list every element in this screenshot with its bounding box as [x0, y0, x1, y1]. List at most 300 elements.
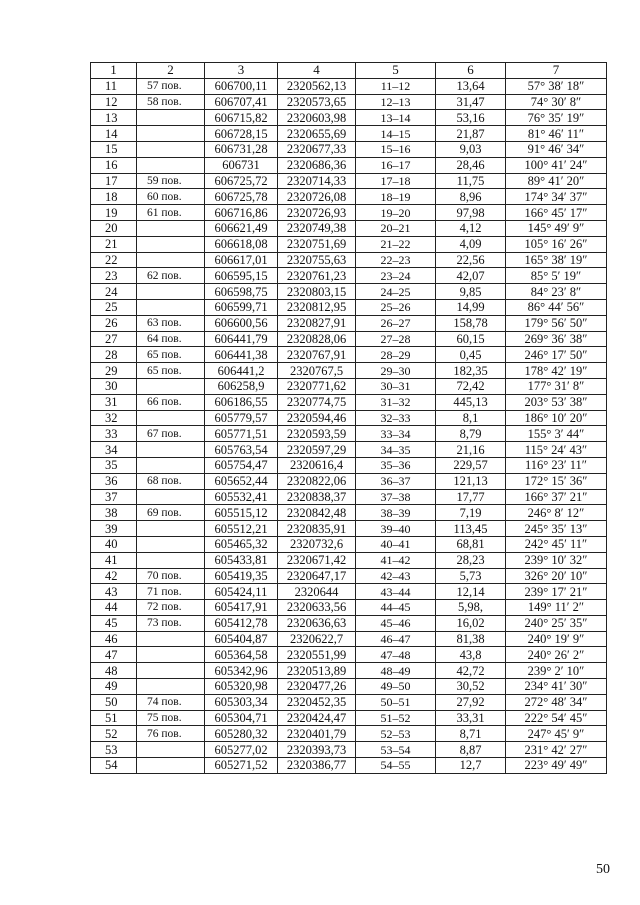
cell-bearing: 145° 49′ 9″	[506, 220, 607, 236]
cell-bearing: 74° 30′ 8″	[506, 94, 607, 110]
cell-point-number: 51	[91, 710, 137, 726]
cell-turn-label	[137, 236, 205, 252]
cell-segment: 37–38	[356, 489, 436, 505]
table-row	[91, 584, 607, 600]
cell-bearing: 234° 41′ 30″	[506, 679, 607, 695]
cell-bearing: 89° 41′ 20″	[506, 173, 607, 189]
table-row	[91, 110, 607, 126]
cell-length: 22,56	[436, 252, 506, 268]
cell-length: 72,42	[436, 378, 506, 394]
cell-y-coordinate: 2320771,62	[278, 378, 356, 394]
cell-length: 9,85	[436, 284, 506, 300]
cell-turn-label	[137, 252, 205, 268]
cell-length: 28,46	[436, 157, 506, 173]
cell-length: 5,98,	[436, 600, 506, 616]
cell-turn-label: 62 пов.	[137, 268, 205, 284]
cell-bearing: 91° 46′ 34″	[506, 141, 607, 157]
cell-segment: 42–43	[356, 568, 436, 584]
cell-point-number: 41	[91, 552, 137, 568]
cell-turn-label: 69 пов.	[137, 505, 205, 521]
cell-y-coordinate: 2320562,13	[278, 78, 356, 94]
table-row	[91, 442, 607, 458]
cell-y-coordinate: 2320424,47	[278, 710, 356, 726]
cell-length: 21,87	[436, 126, 506, 142]
cell-turn-label: 59 пов.	[137, 173, 205, 189]
cell-segment: 54–55	[356, 758, 436, 774]
table-row	[91, 173, 607, 189]
table-row	[91, 157, 607, 173]
cell-length: 182,35	[436, 363, 506, 379]
table-row	[91, 489, 607, 505]
cell-length: 31,47	[436, 94, 506, 110]
cell-y-coordinate: 2320726,08	[278, 189, 356, 205]
cell-bearing: 239° 17′ 21″	[506, 584, 607, 600]
header-cell: 5	[356, 63, 436, 79]
cell-length: 8,79	[436, 426, 506, 442]
cell-segment: 47–48	[356, 647, 436, 663]
cell-segment: 25–26	[356, 299, 436, 315]
cell-y-coordinate: 2320573,65	[278, 94, 356, 110]
cell-bearing: 81° 46′ 11″	[506, 126, 607, 142]
cell-turn-label	[137, 536, 205, 552]
cell-x-coordinate: 606600,56	[205, 315, 278, 331]
cell-x-coordinate: 605404,87	[205, 631, 278, 647]
cell-segment: 27–28	[356, 331, 436, 347]
cell-segment: 52–53	[356, 726, 436, 742]
cell-y-coordinate: 2320835,91	[278, 521, 356, 537]
cell-y-coordinate: 2320647,17	[278, 568, 356, 584]
table-row	[91, 742, 607, 758]
cell-length: 13,64	[436, 78, 506, 94]
cell-y-coordinate: 2320842,48	[278, 505, 356, 521]
table-row	[91, 663, 607, 679]
cell-bearing: 174° 34′ 37″	[506, 189, 607, 205]
cell-y-coordinate: 2320622,7	[278, 631, 356, 647]
cell-bearing: 100° 41′ 24″	[506, 157, 607, 173]
cell-length: 113,45	[436, 521, 506, 537]
cell-length: 97,98	[436, 205, 506, 221]
cell-x-coordinate: 606441,2	[205, 363, 278, 379]
cell-length: 14,99	[436, 299, 506, 315]
cell-length: 81,38	[436, 631, 506, 647]
table-row	[91, 631, 607, 647]
cell-bearing: 84° 23′ 8″	[506, 284, 607, 300]
table-row	[91, 347, 607, 363]
cell-x-coordinate: 606731	[205, 157, 278, 173]
cell-bearing: 246° 8′ 12″	[506, 505, 607, 521]
cell-segment: 51–52	[356, 710, 436, 726]
cell-x-coordinate: 606725,78	[205, 189, 278, 205]
cell-x-coordinate: 606715,82	[205, 110, 278, 126]
cell-bearing: 149° 11′ 2″	[506, 600, 607, 616]
cell-point-number: 11	[91, 78, 137, 94]
cell-x-coordinate: 606707,41	[205, 94, 278, 110]
table-row	[91, 363, 607, 379]
coordinates-table	[90, 62, 607, 774]
cell-segment: 44–45	[356, 600, 436, 616]
cell-bearing: 222° 54′ 45″	[506, 710, 607, 726]
cell-turn-label: 75 пов.	[137, 710, 205, 726]
cell-x-coordinate: 605320,98	[205, 679, 278, 695]
cell-bearing: 166° 45′ 17″	[506, 205, 607, 221]
cell-point-number: 47	[91, 647, 137, 663]
cell-y-coordinate: 2320749,38	[278, 220, 356, 236]
cell-length: 42,72	[436, 663, 506, 679]
cell-y-coordinate: 2320671,42	[278, 552, 356, 568]
cell-length: 4,12	[436, 220, 506, 236]
cell-segment: 20–21	[356, 220, 436, 236]
cell-bearing: 186° 10′ 20″	[506, 410, 607, 426]
cell-length: 229,57	[436, 457, 506, 473]
cell-x-coordinate: 605779,57	[205, 410, 278, 426]
cell-y-coordinate: 2320597,29	[278, 442, 356, 458]
cell-bearing: 231° 42′ 27″	[506, 742, 607, 758]
cell-turn-label: 72 пов.	[137, 600, 205, 616]
cell-segment: 31–32	[356, 394, 436, 410]
cell-y-coordinate: 2320393,73	[278, 742, 356, 758]
cell-segment: 48–49	[356, 663, 436, 679]
cell-turn-label	[137, 647, 205, 663]
cell-point-number: 17	[91, 173, 137, 189]
cell-segment: 33–34	[356, 426, 436, 442]
cell-turn-label	[137, 552, 205, 568]
cell-y-coordinate: 2320677,33	[278, 141, 356, 157]
table-row	[91, 331, 607, 347]
cell-turn-label	[137, 457, 205, 473]
cell-point-number: 37	[91, 489, 137, 505]
cell-x-coordinate: 605763,54	[205, 442, 278, 458]
cell-bearing: 166° 37′ 21″	[506, 489, 607, 505]
cell-turn-label: 66 пов.	[137, 394, 205, 410]
cell-point-number: 13	[91, 110, 137, 126]
cell-length: 30,52	[436, 679, 506, 695]
cell-bearing: 239° 2′ 10″	[506, 663, 607, 679]
cell-turn-label: 76 пов.	[137, 726, 205, 742]
cell-x-coordinate: 606716,86	[205, 205, 278, 221]
cell-point-number: 24	[91, 284, 137, 300]
cell-y-coordinate: 2320644	[278, 584, 356, 600]
cell-turn-label	[137, 110, 205, 126]
cell-x-coordinate: 605433,81	[205, 552, 278, 568]
cell-x-coordinate: 605304,71	[205, 710, 278, 726]
cell-x-coordinate: 605515,12	[205, 505, 278, 521]
cell-y-coordinate: 2320594,46	[278, 410, 356, 426]
cell-y-coordinate: 2320603,98	[278, 110, 356, 126]
cell-bearing: 239° 10′ 32″	[506, 552, 607, 568]
cell-segment: 53–54	[356, 742, 436, 758]
cell-segment: 12–13	[356, 94, 436, 110]
cell-x-coordinate: 606599,71	[205, 299, 278, 315]
cell-turn-label: 71 пов.	[137, 584, 205, 600]
cell-point-number: 29	[91, 363, 137, 379]
cell-turn-label: 74 пов.	[137, 694, 205, 710]
cell-segment: 23–24	[356, 268, 436, 284]
table-row	[91, 758, 607, 774]
cell-y-coordinate: 2320838,37	[278, 489, 356, 505]
header-cell: 6	[436, 63, 506, 79]
cell-y-coordinate: 2320633,56	[278, 600, 356, 616]
cell-length: 8,1	[436, 410, 506, 426]
cell-turn-label: 61 пов.	[137, 205, 205, 221]
cell-length: 8,87	[436, 742, 506, 758]
cell-y-coordinate: 2320803,15	[278, 284, 356, 300]
cell-x-coordinate: 605364,58	[205, 647, 278, 663]
cell-bearing: 203° 53′ 38″	[506, 394, 607, 410]
cell-point-number: 46	[91, 631, 137, 647]
cell-point-number: 43	[91, 584, 137, 600]
cell-segment: 22–23	[356, 252, 436, 268]
cell-point-number: 36	[91, 473, 137, 489]
cell-turn-label: 63 пов.	[137, 315, 205, 331]
table-row	[91, 426, 607, 442]
cell-point-number: 22	[91, 252, 137, 268]
cell-x-coordinate: 605532,41	[205, 489, 278, 505]
cell-bearing: 116° 23′ 11″	[506, 457, 607, 473]
cell-x-coordinate: 605412,78	[205, 615, 278, 631]
cell-turn-label: 70 пов.	[137, 568, 205, 584]
cell-turn-label: 57 пов.	[137, 78, 205, 94]
cell-segment: 15–16	[356, 141, 436, 157]
cell-y-coordinate: 2320827,91	[278, 315, 356, 331]
table-row	[91, 615, 607, 631]
cell-turn-label	[137, 284, 205, 300]
cell-point-number: 53	[91, 742, 137, 758]
cell-y-coordinate: 2320828,06	[278, 331, 356, 347]
cell-point-number: 28	[91, 347, 137, 363]
cell-length: 60,15	[436, 331, 506, 347]
cell-bearing: 179° 56′ 50″	[506, 315, 607, 331]
cell-point-number: 39	[91, 521, 137, 537]
cell-point-number: 19	[91, 205, 137, 221]
cell-x-coordinate: 606598,75	[205, 284, 278, 300]
cell-y-coordinate: 2320636,63	[278, 615, 356, 631]
cell-turn-label	[137, 442, 205, 458]
cell-length: 4,09	[436, 236, 506, 252]
cell-point-number: 48	[91, 663, 137, 679]
table-row	[91, 600, 607, 616]
cell-segment: 18–19	[356, 189, 436, 205]
cell-bearing: 165° 38′ 19″	[506, 252, 607, 268]
cell-point-number: 40	[91, 536, 137, 552]
cell-x-coordinate: 606728,15	[205, 126, 278, 142]
cell-y-coordinate: 2320751,69	[278, 236, 356, 252]
cell-turn-label: 65 пов.	[137, 363, 205, 379]
table-row	[91, 726, 607, 742]
cell-bearing: 223° 49′ 49″	[506, 758, 607, 774]
cell-length: 12,14	[436, 584, 506, 600]
cell-x-coordinate: 605303,34	[205, 694, 278, 710]
cell-turn-label: 67 пов.	[137, 426, 205, 442]
cell-turn-label: 58 пов.	[137, 94, 205, 110]
cell-point-number: 38	[91, 505, 137, 521]
cell-x-coordinate: 605754,47	[205, 457, 278, 473]
cell-segment: 16–17	[356, 157, 436, 173]
cell-bearing: 105° 16′ 26″	[506, 236, 607, 252]
cell-length: 28,23	[436, 552, 506, 568]
cell-x-coordinate: 605342,96	[205, 663, 278, 679]
cell-turn-label	[137, 521, 205, 537]
cell-turn-label: 68 пов.	[137, 473, 205, 489]
cell-point-number: 30	[91, 378, 137, 394]
cell-length: 21,16	[436, 442, 506, 458]
cell-segment: 38–39	[356, 505, 436, 521]
table-header-row	[91, 63, 607, 79]
cell-length: 121,13	[436, 473, 506, 489]
cell-length: 43,8	[436, 647, 506, 663]
cell-y-coordinate: 2320551,99	[278, 647, 356, 663]
cell-segment: 39–40	[356, 521, 436, 537]
cell-x-coordinate: 606621,49	[205, 220, 278, 236]
cell-x-coordinate: 605424,11	[205, 584, 278, 600]
table-row	[91, 568, 607, 584]
cell-y-coordinate: 2320593,59	[278, 426, 356, 442]
table-row	[91, 694, 607, 710]
table-row	[91, 236, 607, 252]
cell-y-coordinate: 2320616,4	[278, 457, 356, 473]
cell-x-coordinate: 605417,91	[205, 600, 278, 616]
cell-segment: 11–12	[356, 78, 436, 94]
cell-x-coordinate: 606731,28	[205, 141, 278, 157]
cell-bearing: 155° 3′ 44″	[506, 426, 607, 442]
cell-length: 9,03	[436, 141, 506, 157]
table-row	[91, 552, 607, 568]
cell-y-coordinate: 2320401,79	[278, 726, 356, 742]
cell-bearing: 272° 48′ 34″	[506, 694, 607, 710]
cell-point-number: 18	[91, 189, 137, 205]
cell-point-number: 31	[91, 394, 137, 410]
cell-segment: 49–50	[356, 679, 436, 695]
cell-segment: 32–33	[356, 410, 436, 426]
cell-point-number: 21	[91, 236, 137, 252]
cell-x-coordinate: 606186,55	[205, 394, 278, 410]
cell-turn-label	[137, 663, 205, 679]
cell-segment: 35–36	[356, 457, 436, 473]
cell-bearing: 177° 31′ 8″	[506, 378, 607, 394]
table-row	[91, 378, 607, 394]
cell-x-coordinate: 605280,32	[205, 726, 278, 742]
table-row	[91, 679, 607, 695]
cell-point-number: 14	[91, 126, 137, 142]
cell-y-coordinate: 2320767,91	[278, 347, 356, 363]
cell-y-coordinate: 2320774,75	[278, 394, 356, 410]
table-row	[91, 473, 607, 489]
cell-y-coordinate: 2320513,89	[278, 663, 356, 679]
cell-segment: 24–25	[356, 284, 436, 300]
table-row	[91, 647, 607, 663]
cell-bearing: 247° 45′ 9″	[506, 726, 607, 742]
cell-point-number: 49	[91, 679, 137, 695]
table-row	[91, 220, 607, 236]
cell-segment: 30–31	[356, 378, 436, 394]
cell-x-coordinate: 606725,72	[205, 173, 278, 189]
table-row	[91, 94, 607, 110]
cell-turn-label: 73 пов.	[137, 615, 205, 631]
cell-point-number: 27	[91, 331, 137, 347]
cell-segment: 50–51	[356, 694, 436, 710]
cell-y-coordinate: 2320822,06	[278, 473, 356, 489]
cell-length: 16,02	[436, 615, 506, 631]
cell-point-number: 20	[91, 220, 137, 236]
cell-length: 8,71	[436, 726, 506, 742]
cell-point-number: 33	[91, 426, 137, 442]
cell-segment: 19–20	[356, 205, 436, 221]
cell-turn-label	[137, 299, 205, 315]
cell-bearing: 76° 35′ 19″	[506, 110, 607, 126]
cell-length: 12,7	[436, 758, 506, 774]
cell-y-coordinate: 2320755,63	[278, 252, 356, 268]
table-row	[91, 394, 607, 410]
cell-length: 42,07	[436, 268, 506, 284]
cell-length: 7,19	[436, 505, 506, 521]
cell-length: 53,16	[436, 110, 506, 126]
cell-bearing: 115° 24′ 43″	[506, 442, 607, 458]
cell-bearing: 57° 38′ 18″	[506, 78, 607, 94]
cell-length: 0,45	[436, 347, 506, 363]
cell-turn-label	[137, 489, 205, 505]
cell-turn-label	[137, 742, 205, 758]
cell-x-coordinate: 606595,15	[205, 268, 278, 284]
cell-turn-label: 65 пов.	[137, 347, 205, 363]
cell-y-coordinate: 2320655,69	[278, 126, 356, 142]
cell-x-coordinate: 605271,52	[205, 758, 278, 774]
cell-y-coordinate: 2320732,6	[278, 536, 356, 552]
table-row	[91, 78, 607, 94]
header-cell: 3	[205, 63, 278, 79]
cell-y-coordinate: 2320714,33	[278, 173, 356, 189]
cell-point-number: 52	[91, 726, 137, 742]
cell-segment: 13–14	[356, 110, 436, 126]
cell-bearing: 246° 17′ 50″	[506, 347, 607, 363]
table-row	[91, 205, 607, 221]
header-cell: 7	[506, 63, 607, 79]
cell-bearing: 178° 42′ 19″	[506, 363, 607, 379]
cell-segment: 45–46	[356, 615, 436, 631]
cell-length: 158,78	[436, 315, 506, 331]
cell-point-number: 32	[91, 410, 137, 426]
table-row	[91, 299, 607, 315]
cell-length: 11,75	[436, 173, 506, 189]
cell-turn-label: 60 пов.	[137, 189, 205, 205]
table-row	[91, 410, 607, 426]
cell-turn-label	[137, 758, 205, 774]
cell-turn-label: 64 пов.	[137, 331, 205, 347]
cell-segment: 34–35	[356, 442, 436, 458]
cell-bearing: 326° 20′ 10″	[506, 568, 607, 584]
table-row	[91, 505, 607, 521]
table-row	[91, 268, 607, 284]
cell-turn-label	[137, 157, 205, 173]
cell-turn-label	[137, 141, 205, 157]
table-row	[91, 521, 607, 537]
cell-point-number: 15	[91, 141, 137, 157]
cell-turn-label	[137, 126, 205, 142]
cell-point-number: 12	[91, 94, 137, 110]
cell-x-coordinate: 606441,38	[205, 347, 278, 363]
cell-point-number: 44	[91, 600, 137, 616]
cell-segment: 14–15	[356, 126, 436, 142]
cell-turn-label	[137, 631, 205, 647]
table-row	[91, 252, 607, 268]
cell-length: 27,92	[436, 694, 506, 710]
cell-bearing: 172° 15′ 36″	[506, 473, 607, 489]
cell-segment: 17–18	[356, 173, 436, 189]
cell-turn-label	[137, 220, 205, 236]
header-cell: 2	[137, 63, 205, 79]
table-row	[91, 315, 607, 331]
cell-bearing: 240° 26′ 2″	[506, 647, 607, 663]
table-row	[91, 141, 607, 157]
cell-x-coordinate: 606618,08	[205, 236, 278, 252]
